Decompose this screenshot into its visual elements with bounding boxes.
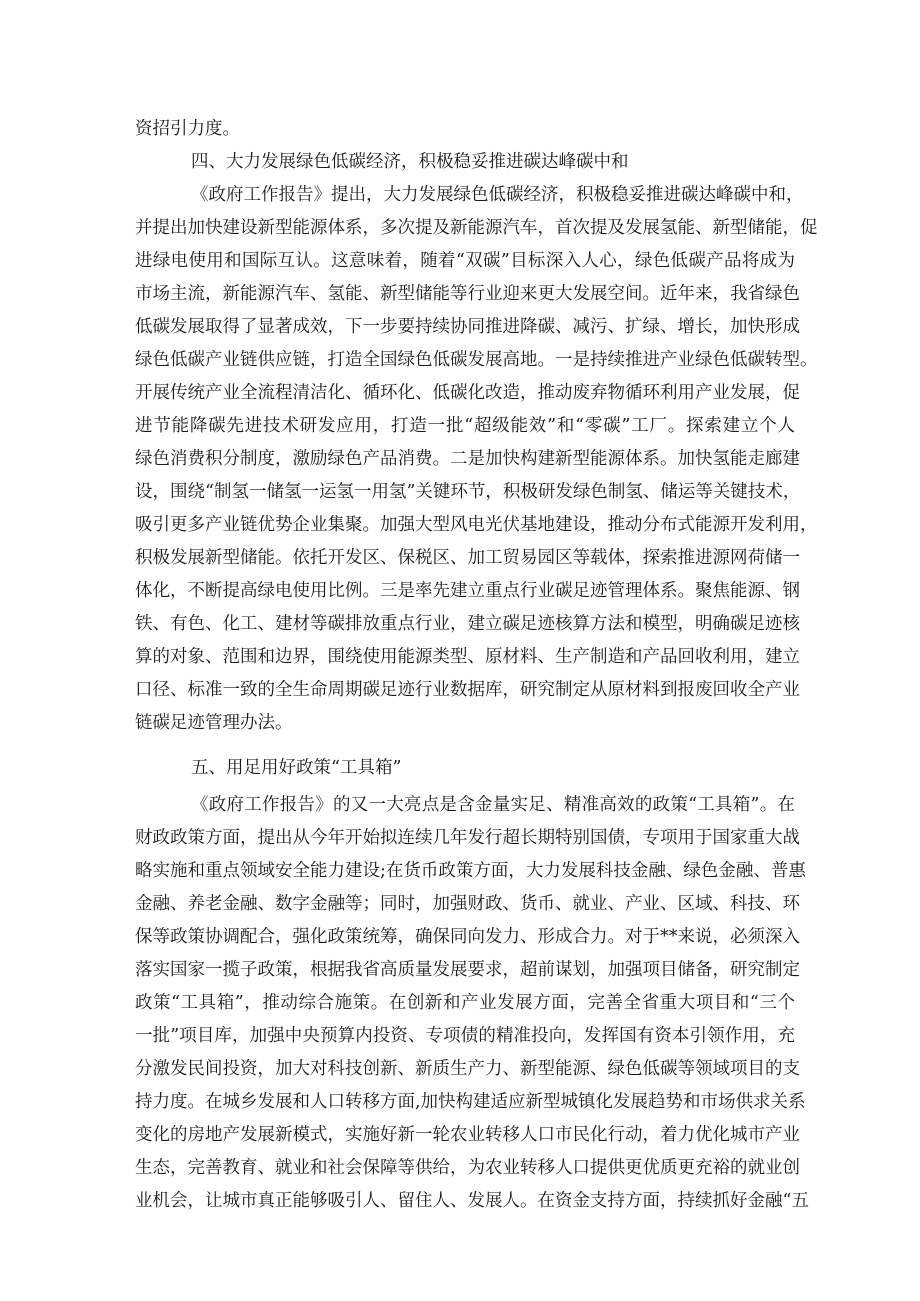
paragraph-line: 生态，完善教育、就业和社会保障等供给，为农业转移人口提供更优质更充裕的就业创 — [135, 1158, 800, 1178]
paragraph-line: 开展传统产业全流程清洁化、循环化、低碳化改造，推动废弃物循环利用产业发展，促 — [135, 383, 800, 403]
paragraph-line: 并提出加快建设新型能源体系，多次提及新能源汽车，首次提及发展氢能、新型储能，促 — [135, 218, 818, 238]
section-5-heading: 五、用足用好政策“工具箱” — [191, 758, 402, 778]
section-4-paragraph — [135, 179, 818, 740]
paragraph-line: 算的对象、范围和边界，围绕使用能源类型、原材料、生产制造和产品回收利用，建立 — [135, 647, 800, 667]
paragraph-line: 略实施和重点领域安全能力建设;在货币政策方面，大力发展科技金融、绿色金融、普惠 — [135, 861, 806, 881]
paragraph-line: 绿色低碳产业链供应链，打造全国绿色低碳发展高地。一是持续推进产业绿色低碳转型。 — [135, 350, 818, 370]
paragraph-line: 口径、标准一致的全生命周期碳足迹行业数据库，研究制定从原材料到报废回收全产业 — [135, 680, 800, 700]
paragraph-line: 《政府工作报告》提出，大力发展绿色低碳经济，积极稳妥推进碳达峰碳中和， — [191, 185, 804, 205]
paragraph-line: 保等政策协调配合，强化政策统筹，确保同向发力、形成合力。对于**来说，必须深入 — [135, 927, 800, 947]
paragraph-line: 铁、有色、化工、建材等碳排放重点行业，建立碳足迹核算方法和模型，明确碳足迹核 — [135, 614, 800, 634]
paragraph-line: 财政政策方面，提出从今年开始拟连续几年发行超长期特别国债，专项用于国家重大战 — [135, 828, 800, 848]
paragraph-line: 进节能降碳先进技术研发应用，打造一批“超级能效”和“零碳”工厂。探索建立个人 — [135, 416, 795, 436]
section-4-heading: 四、大力发展绿色低碳经济，积极稳妥推进碳达峰碳中和 — [191, 152, 629, 172]
document-body — [135, 113, 818, 1218]
paragraph-line: 链碳足迹管理办法。 — [135, 713, 293, 733]
paragraph-line: 进绿电使用和国际互认。这意味着，随着“双碳”目标深入人心，绿色低碳产品将成为 — [135, 251, 795, 271]
paragraph-line: 绿色消费积分制度，激励绿色产品消费。二是加快构建新型能源体系。加快氢能走廊建 — [135, 449, 800, 469]
paragraph-line: 金融、养老金融、数字金融等；同时，加强财政、货币、就业、产业、区域、科技、环 — [135, 894, 800, 914]
paragraph-line: 设，围绕“制氢一储氢一运氢一用氢”关键环节，积极研发绿色制氢、储运等关键技术， — [135, 482, 801, 502]
paragraph-line: 体化，不断提高绿电使用比例。三是率先建立重点行业碳足迹管理体系。聚焦能源、钢 — [135, 581, 800, 601]
paragraph-line: 积极发展新型储能。依托开发区、保税区、加工贸易园区等载体，探索推进源网荷储一 — [135, 548, 800, 568]
paragraph-line: 变化的房地产发展新模式，实施好新一轮农业转移人口市民化行动，着力优化城市产业 — [135, 1125, 800, 1145]
paragraph-line: 低碳发展取得了显著成效，下一步要持续协同推进降碳、减污、扩绿、增长，加快形成 — [135, 317, 800, 337]
section-5-paragraph — [135, 789, 809, 1218]
paragraph-line: 市场主流，新能源汽车、氢能、新型储能等行业迎来更大发展空间。近年来，我省绿色 — [135, 284, 800, 304]
paragraph-line: 落实国家一揽子政策，根据我省高质量发展要求，超前谋划，加强项目储备，研究制定 — [135, 960, 800, 980]
paragraph-line: 吸引更多产业链优势企业集聚。加强大型风电光伏基地建设，推动分布式能源开发利用， — [135, 515, 818, 535]
intro-tail-line: 资招引力度。 — [135, 119, 240, 139]
paragraph-line: 分激发民间投资，加大对科技创新、新质生产力、新型能源、绿色低碳等领域项目的支 — [135, 1059, 800, 1079]
paragraph-spacer — [135, 740, 795, 752]
paragraph-line: 政策“工具箱”，推动综合施策。在创新和产业发展方面，完善全省重大项目和“三个 — [135, 993, 795, 1013]
paragraph-line: 持力度。在城乡发展和人口转移方面,加快构建适应新型城镇化发展趋势和市场供求关系 — [135, 1092, 806, 1112]
paragraph-line: 《政府工作报告》的又一大亮点是含金量实足、精准高效的政策“工具箱”。在 — [191, 795, 795, 815]
paragraph-line: 一批”项目库，加强中央预算内投资、专项债的精准投向，发挥国有资本引领作用，充 — [135, 1026, 795, 1046]
paragraph-line: 业机会，让城市真正能够吸引人、留住人、发展人。在资金支持方面，持续抓好金融“五 — [135, 1191, 809, 1211]
